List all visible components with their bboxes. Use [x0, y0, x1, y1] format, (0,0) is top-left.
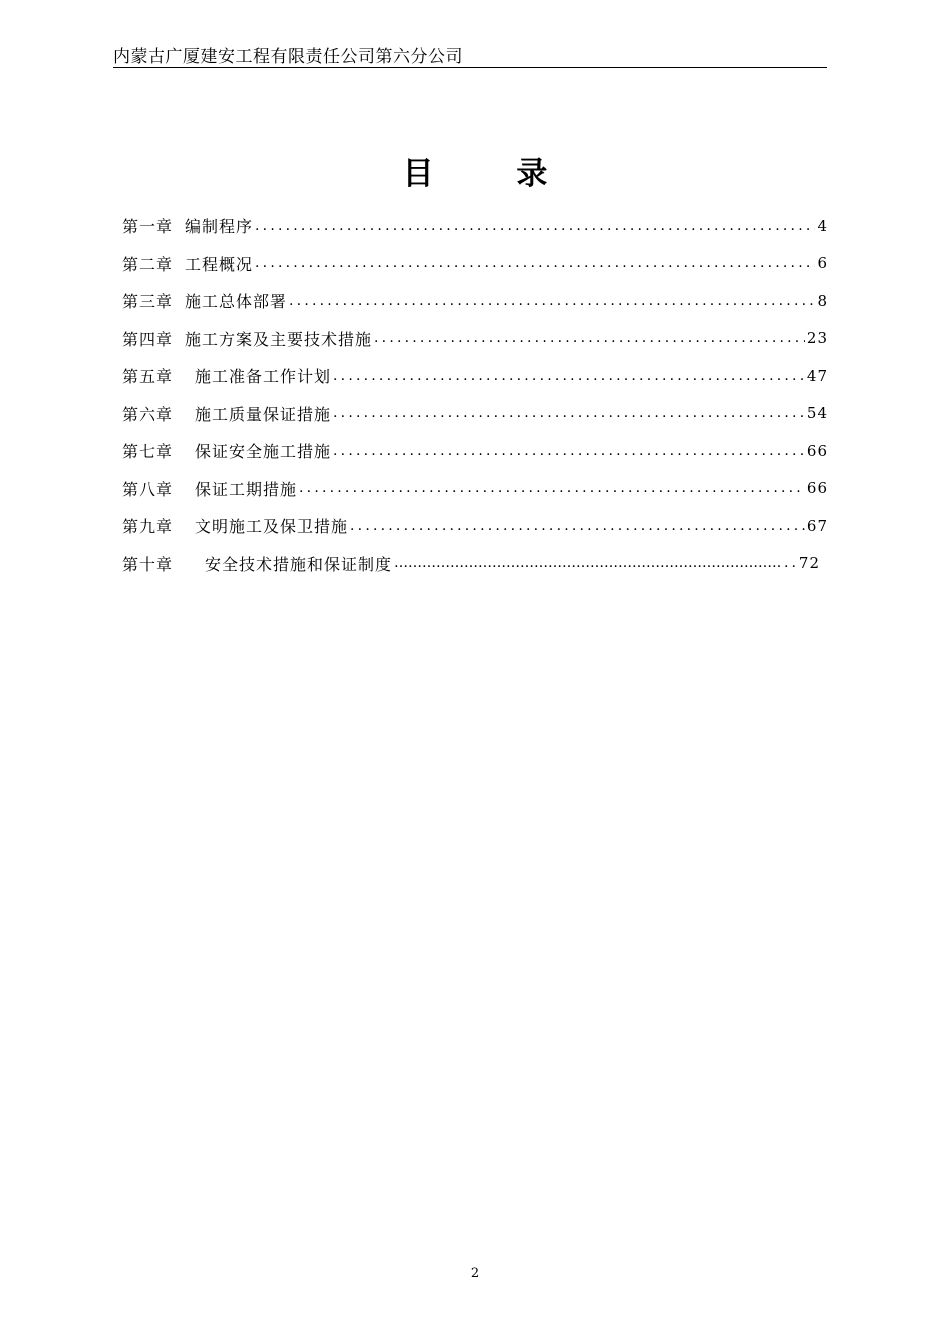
toc-page-number: 6: [817, 254, 828, 273]
toc-leader: [255, 218, 815, 234]
toc-leader: [289, 293, 815, 309]
toc-chapter: 第一章: [122, 217, 174, 237]
toc-chapter: 第十章: [122, 554, 174, 574]
toc-chapter: 第二章: [122, 254, 174, 274]
toc-chapter: 第四章: [122, 329, 174, 349]
toc-title: 编制程序: [185, 217, 254, 237]
toc-title: 文明施工及保卫措施: [195, 517, 349, 537]
toc-entry[interactable]: [122, 245, 828, 283]
table-of-contents: [122, 207, 828, 582]
toc-leader: [350, 518, 805, 534]
page-title: 目 录: [402, 156, 584, 192]
toc-page-number: 66: [806, 479, 828, 498]
toc-title: 保证安全施工措施: [195, 442, 332, 462]
toc-page-number: 4: [817, 216, 828, 235]
toc-page-number: 8: [817, 291, 828, 310]
toc-leader: [333, 405, 805, 421]
toc-title: 施工总体部署: [185, 292, 288, 312]
toc-chapter: 第三章: [122, 292, 174, 312]
toc-chapter: 第五章: [122, 367, 174, 387]
page-header: [113, 38, 827, 68]
toc-chapter: 第九章: [122, 517, 174, 537]
toc-page-number: 72: [798, 554, 820, 573]
toc-entry[interactable]: [122, 507, 828, 545]
toc-entry[interactable]: [122, 432, 828, 470]
toc-title: 施工方案及主要技术措施: [185, 329, 373, 349]
toc-chapter: 第六章: [122, 404, 174, 424]
toc-entry[interactable]: [122, 320, 828, 358]
toc-entry[interactable]: [122, 470, 828, 508]
page-number: 2: [470, 1266, 480, 1281]
toc-title: 施工质量保证措施: [195, 404, 332, 424]
toc-leader: [374, 330, 805, 346]
toc-leader: [299, 480, 805, 496]
toc-leader-tail: ..: [784, 555, 799, 572]
toc-title: 工程概况: [185, 254, 254, 274]
toc-entry[interactable]: [122, 395, 828, 433]
toc-entry[interactable]: [122, 282, 828, 320]
toc-title: 安全技术措施和保证制度: [205, 554, 393, 574]
toc-page-number: 47: [806, 366, 828, 385]
toc-entry[interactable]: [122, 207, 828, 245]
toc-page-number: 67: [806, 516, 828, 535]
toc-leader: [394, 555, 782, 571]
toc-page-number: 23: [806, 329, 828, 348]
toc-title: 施工准备工作计划: [195, 367, 332, 387]
toc-page-number: 54: [806, 404, 828, 423]
company-name: 内蒙古广厦建安工程有限责任公司第六分公司: [113, 47, 463, 67]
toc-title: 保证工期措施: [195, 479, 298, 499]
toc-chapter: 第七章: [122, 442, 174, 462]
toc-leader: [333, 443, 805, 459]
toc-page-number: 66: [806, 441, 828, 460]
toc-chapter: 第八章: [122, 479, 174, 499]
toc-entry[interactable]: [122, 545, 828, 583]
toc-leader: [255, 255, 815, 271]
toc-leader: [333, 368, 805, 384]
toc-entry[interactable]: [122, 357, 828, 395]
